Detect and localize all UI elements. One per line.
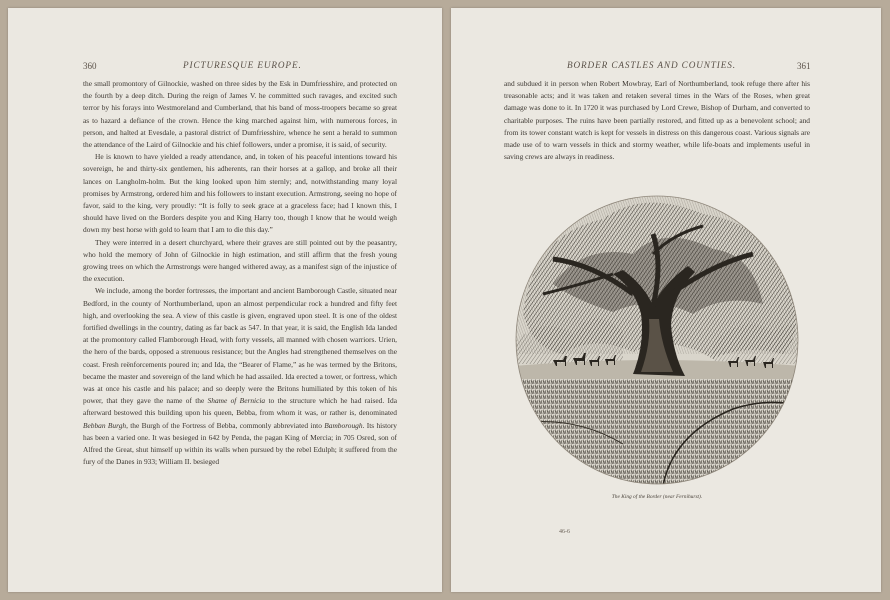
text-run: , the Burgh of the Fortress of Bebba, commonly abbreviated into: [126, 420, 325, 430]
paragraph: [83, 78, 397, 151]
italic-term: Bamborough: [324, 420, 363, 430]
text-run: They were interred in a desert churchyard, where their graves are still pointed out by the peasantry, who hold the memory of John of Gilnockie in high estimation, and still affirm that the fresh young growing trees on which the Armstrongs were hanged withered away, as a manifest sign of the injustice of the execution.: [83, 237, 397, 284]
italic-term: Bebban Burgh: [83, 420, 127, 430]
text-run: He is known to have yielded a ready attendance, and, in token of his peaceful intentions toward his sovereign, he and thirty-six gentlemen, his adherents, ran their horses at a gallop, and broke all their lances on Langholm-holm. But the king looked upon him sternly; and, notwithstanding many loyal promises by Armstrong, ordered him and his followers to instant execution. Armstrong, seeing no hope of favor, said to the king, very proudly: “It is folly to seek grace at a graceless face; had I known this, I should have lived on the Borders despite you and King Harry too, though I know that he would weigh down my best horse with gold to learn that I am to die this day.”: [83, 152, 397, 235]
paragraph: [83, 285, 397, 468]
illustration-caption: The King of the Border (near Fernihurst).: [611, 494, 703, 500]
text-run: the small promontory of Gilnockie, washed on three sides by the Esk in Dumfriesshire, and protected on the fourth by a deep ditch. During the reign of James V. he committed such ravages, and excited such terror by his forays into Westmoreland and Cumberland, that his band of moss-troopers became so great as to hazard a defiance of the crown. Hence the king marched against him, with numerous forces, in person, and halted at Evesdale, a pastoral district of Dumfriesshire, whence he sent a herald to summon the attendance of the Laird of Gilnockie and his chief followers, under a promise, it is said, of security.: [83, 79, 397, 150]
running-head-left: PICTURESQUE EUROPE.: [183, 60, 302, 70]
text-run: We include, among the border fortresses, the important and ancient Bamborough Castle, situated near Bedford, in the county of Northumberland, upon an almost perpendicular rock a hundred and fifty feet high, and overlooking the sea. A view of this castle is given, engraved upon steel. It is one of the oldest fortified dwellings in the country, dating as far back as 547. In that year, it is said, the English Ida landed at the promontory called Flamborough Head, with forty vessels, all manned with chosen warriors. Urien, the hero of the bards, opposed a strenuous resistance; but the Angles had strengthened themselves on the coast. Fresh reënforcements poured in; and Ida, the “Bearer of Flame,” as he was termed by the Britons, became the master and sovereign of the land which he had assailed. Ida erected a tower, or fortress, which was at once his castle and his palace; and so deeply were the Britons humiliated by this token of his power, that they gave the name of the: [83, 286, 397, 406]
right-body-text: [504, 78, 810, 163]
page-number-left: 360: [83, 61, 97, 71]
left-body-text: [83, 78, 397, 469]
running-head-right: BORDER CASTLES AND COUNTIES.: [567, 60, 736, 70]
paragraph: [504, 78, 810, 163]
right-page: [451, 8, 881, 592]
text-run: . Its history has been a varied one. It was besieged in 642 by Penda, the pagan King of Mercia; in 705 Osred, son of Alfred the Great, shut himself up within its walls when pursued by the rebel Edulph; it suffered from the fury of the Danes in 933; William II. besieged: [83, 420, 397, 467]
left-page: [8, 8, 442, 592]
page-number-right: 361: [797, 61, 811, 71]
tree-engraving-illustration: [513, 194, 801, 486]
paragraph: [83, 237, 397, 286]
paragraph: [83, 151, 397, 236]
text-run: and subdued it in person when Robert Mowbray, Earl of Northumberland, took refuge there after his treasonable acts; and it was taken and retaken several times in the Wars of the Roses, when great damage was done to it. In 1720 it was purchased by Lord Crewe, Bishop of Durham, and converted to charitable purposes. The ruins have been partially restored, and fitted up as a benevolent school; and from its tower constant watch is kept for vessels in distress on this dangerous coast. Various signals are made use of to warn vessels in thick and stormy weather, while life-boats and implements useful in saving crews are always in readiness.: [504, 79, 810, 162]
text-run: to the structure which he had raised. Ida afterward bestowed this building upon his queen, Bebba, from whom it was, or rather is, denominated: [83, 396, 397, 418]
italic-term: Shame of Bernicia: [207, 396, 266, 406]
plate-mark: 46-6: [559, 529, 570, 535]
